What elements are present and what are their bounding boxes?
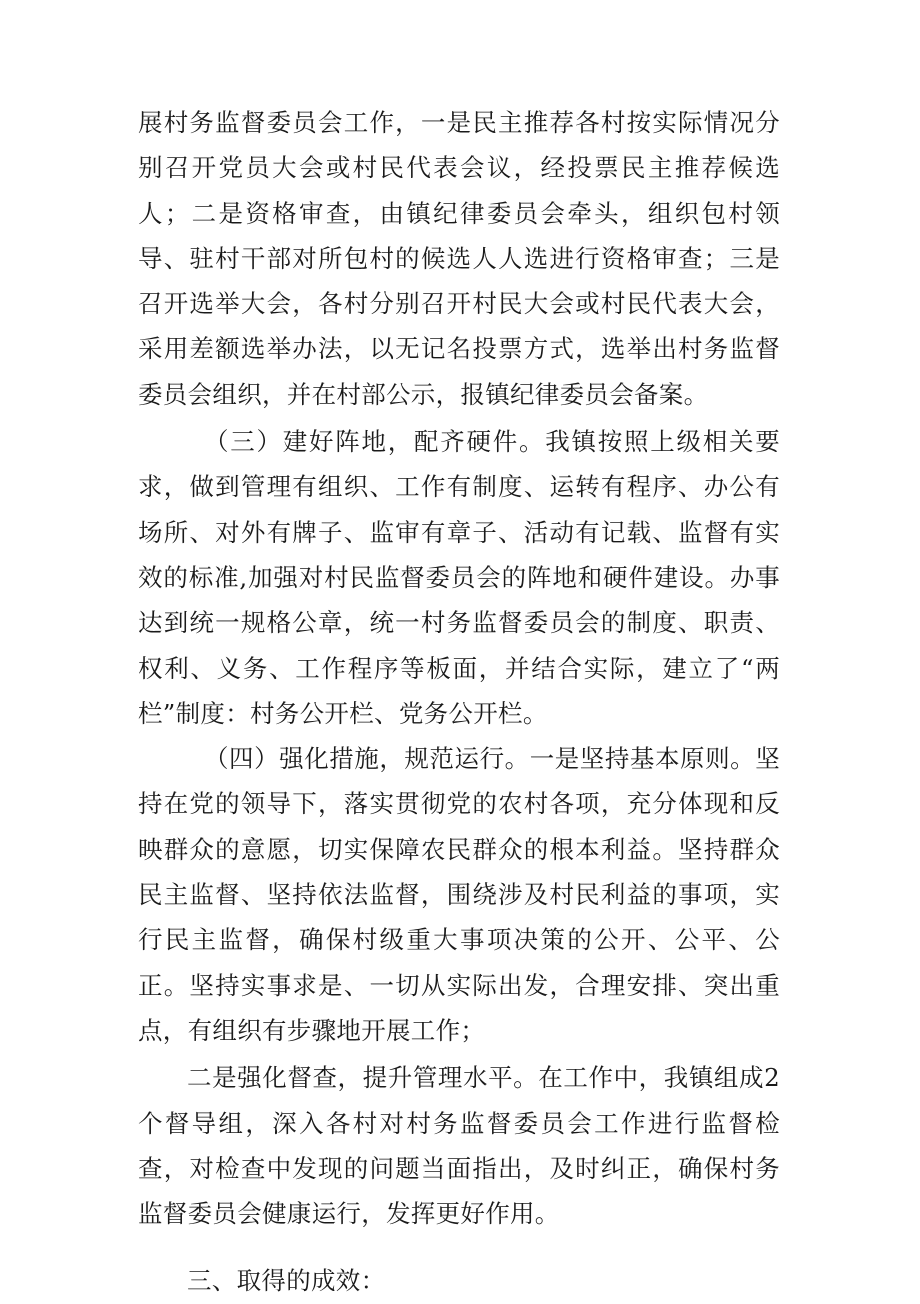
paragraph-build-position: （三）建好阵地，配齐硬件。我镇按照上级相关要求，做到管理有组织、工作有制度、运转有程序、办公有场所、对外有牌子、监审有章子、活动有记载、监督有实效的标准,加强对村民监督委员会的阵地和硬件建设。办事达到统一规格公章，统一村务监督委员会的制度、职责、权利、义务、工作程序等板面，并结合实际，建立了“两栏”制度：村务公开栏、党务公开栏。 xyxy=(138,427,780,728)
section-heading-achievements: 三、取得的成效： xyxy=(187,1266,386,1296)
paragraph-strengthen-measures: （四）强化措施，规范运行。一是坚持基本原则。坚持在党的领导下，落实贯彻党的农村各项，充分体现和反映群众的意愿，切实保障农民群众的根本利益。坚持群众民主监督、坚持依法监督，围绕涉及村民利益的事项，实行民主监督，确保村级重大事项决策的公开、公平、公正。坚持实事求是、一切从实际出发，合理安排、突出重点，有组织有步骤地开展工作； xyxy=(138,744,780,1045)
paragraph-village-election: 展村务监督委员会工作，一是民主推荐各村按实际情况分别召开党员大会或村民代表会议，经投票民主推荐候选人；二是资格审查，由镇纪律委员会牵头，组织包村领导、驻村干部对所包村的候选人人选进行资格审查；三是召开选举大会，各村分别召开村民大会或村民代表大会，采用差额选举办法，以无记名投票方式，选举出村务监督委员会组织，并在村部公示，报镇纪律委员会备案。 xyxy=(138,108,780,409)
document-body xyxy=(138,100,780,1304)
paragraph-supervision-inspection: 二是强化督查，提升管理水平。在工作中，我镇组成2个督导组，深入各村对村务监督委员会工作进行监督检查，对检查中发现的问题当面指出，及时纠正，确保村务监督委员会健康运行，发挥更好作用。 xyxy=(138,1063,780,1229)
